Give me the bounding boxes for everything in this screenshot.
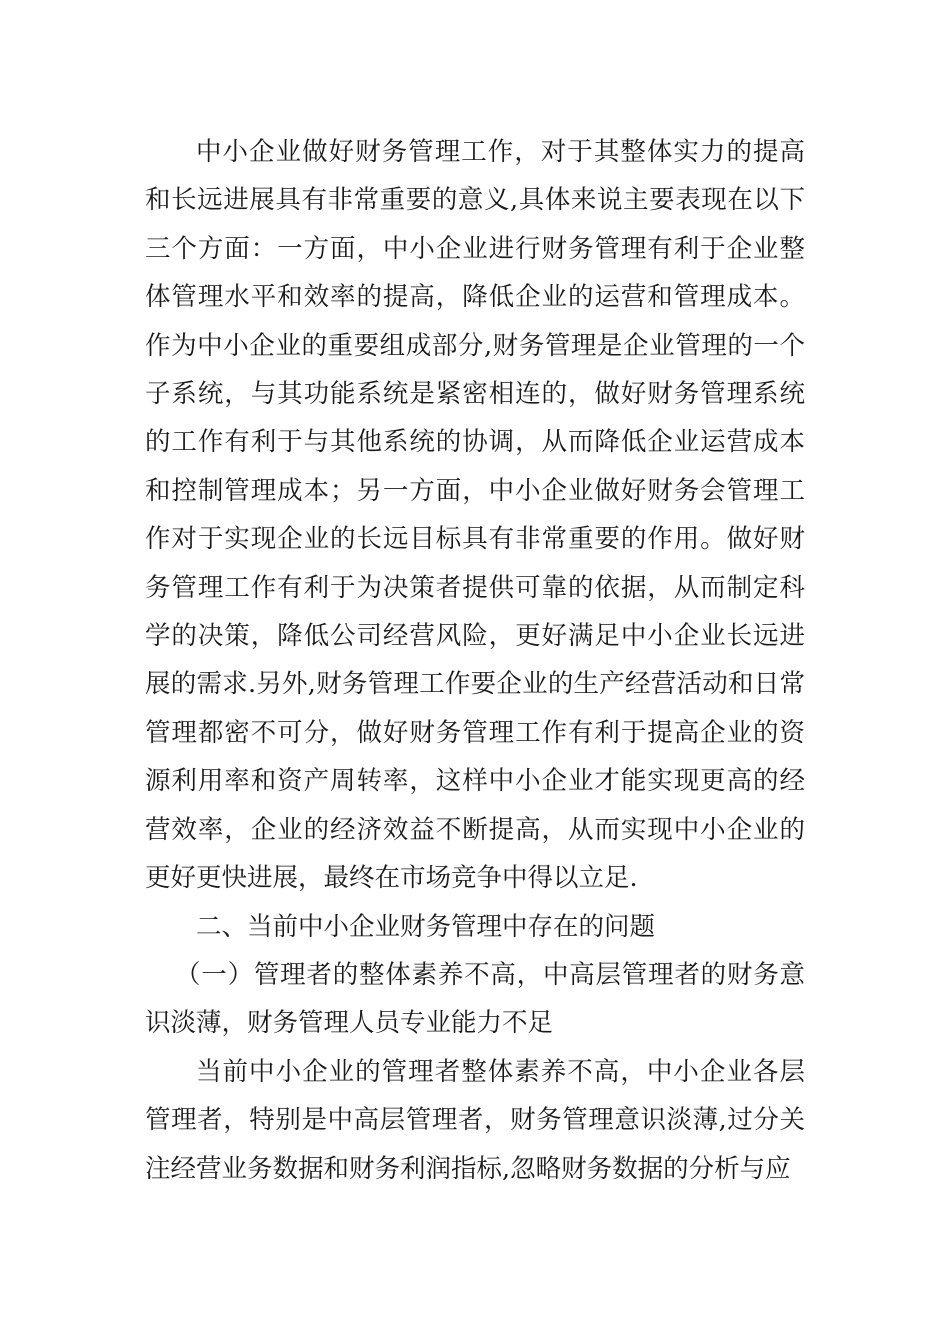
subsection-heading: （一）管理者的整体素养不高，中高层管理者的财务意识淡薄，财务管理人员专业能力不足 [145,959,805,1039]
document-page [145,128,805,1193]
body-paragraph: 当前中小企业的管理者整体素养不高，中小企业各层管理者，特别是中高层管理者，财务管理意识淡薄,过分关注经营业务数据和财务利润指标,忽略财务数据的分析与应 [145,1056,805,1184]
body-paragraph: 中小企业做好财务管理工作，对于其整体实力的提高和长远进展具有非常重要的意义,具体来说主要表现在以下三个方面：一方面，中小企业进行财务管理有利于企业整体管理水平和效率的提高，降低企业的运营和管理成本。作为中小企业的重要组成部分,财务管理是企业管理的一个子系统，与其功能系统是紧密相连的，做好财务管理系统的工作有利于与其他系统的协调，从而降低企业运营成本和控制管理成本；另一方面，中小企业做好财务会管理工作对于实现企业的长远目标具有非常重要的作用。做好财务管理工作有利于为决策者提供可靠的依据，从而制定科学的决策，降低公司经营风险，更好满足中小企业长远进展的需求.另外,财务管理工作要企业的生产经营活动和日常管理都密不可分，做好财务管理工作有利于提高企业的资源利用率和资产周转率，这样中小企业才能实现更高的经营效率，企业的经济效益不断提高，从而实现中小企业的更好更快进展，最终在市场竞争中得以立足. [145,137,805,894]
section-heading: 二、当前中小企业财务管理中存在的问题 [196,911,656,942]
